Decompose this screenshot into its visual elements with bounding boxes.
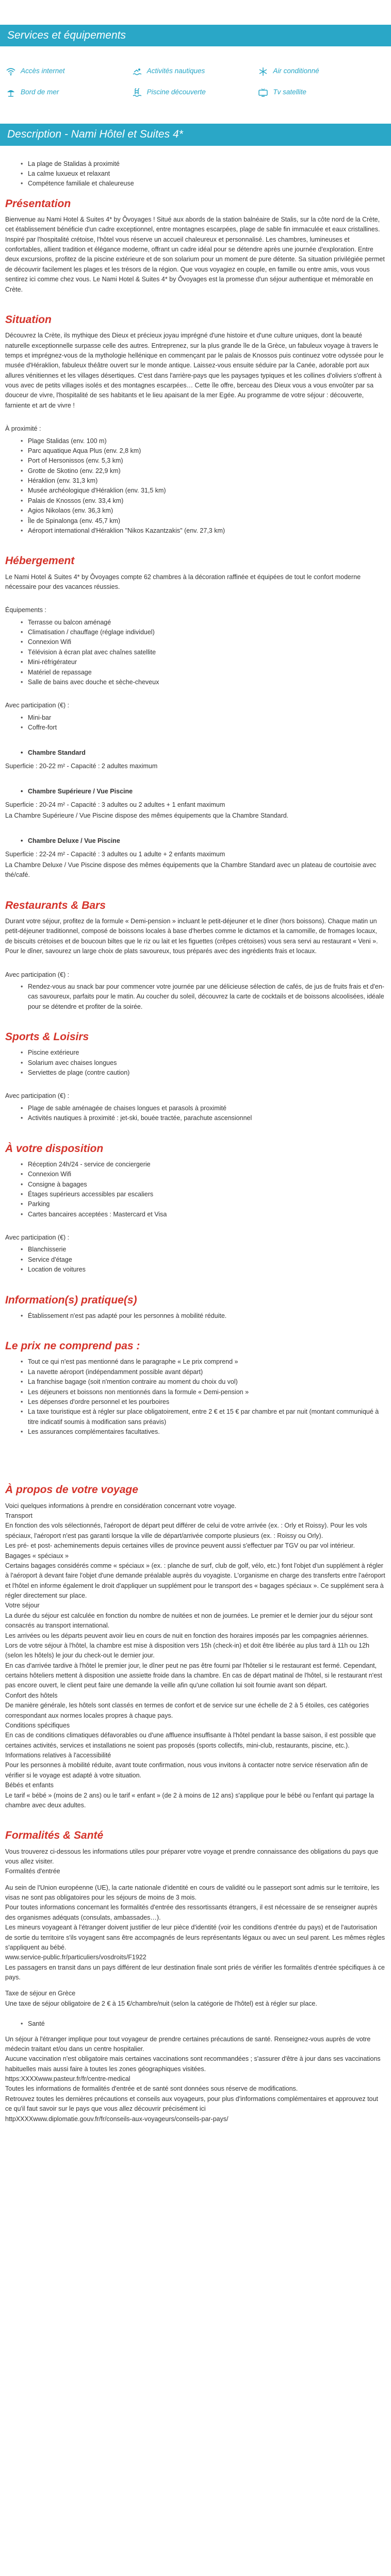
list-item: • Héraklion (env. 31,3 km) bbox=[21, 476, 386, 486]
room-name: Chambre Supérieure / Vue Piscine bbox=[28, 788, 133, 795]
room-title: • Chambre Supérieure / Vue Piscine bbox=[21, 788, 133, 795]
list-item: • Tout ce qui n'est pas mentionné dans le paragraphe « Le prix comprend » bbox=[21, 1357, 386, 1367]
room-standard bbox=[5, 748, 386, 771]
presentation-text: Bienvenue au Nami Hotel & Suites 4* by Ôvoyages ! Situé aux abords de la station balnéaire de Stalis, sur la côte nord de la Crète, cet établissement bénéficie d'un cadre exceptionnel, entre montagnes escarpées, plage de sable fin immaculée et eaux cristallines. Inspiré par l'hospitalité crétoise, l'hôtel vous réserve un accueil chaleureux et personnalisé. Les chambres, lumineuses et confortables, allient tradition et élégance moderne, offrant un cadre idéal pour se détendre après une journée d'exploration. Entre deux excursions, profitez de la piscine extérieure et de son solarium pour un moment de pure détente. Sa situation privilégiée permet de découvrir facilement les plages et les trésors de la région. Que vous voyagiez en couple, en famille ou entre amis, vous vous sentirez ici comme chez vous. Le Nami Hotel & Suites 4* by Ôvoyages est la promesse d'un séjour authentique et mémorable en Crète. bbox=[5, 215, 385, 293]
list-item: • Cartes bancaires acceptées : Mastercard et Visa bbox=[21, 1210, 386, 1219]
apropos-line: Votre séjour bbox=[5, 1602, 40, 1609]
list-item: • La navette aéroport (indépendamment possible avant départ) bbox=[21, 1367, 386, 1377]
list-item: • Matériel de repassage bbox=[21, 668, 386, 677]
list-item: • Terrasse ou balcon aménagé bbox=[21, 618, 386, 628]
infos-list bbox=[5, 1311, 386, 1321]
restaurants-heading: Restaurants & Bars bbox=[5, 899, 106, 911]
list-item: • Établissement n'est pas adapté pour les personnes à mobilité réduite. bbox=[21, 1311, 386, 1321]
swimmer-icon bbox=[133, 67, 142, 76]
apropos-line: De manière générale, les hôtels sont classés en termes de confort et de service sur une échelle de 2 à 5 étoiles, ces catégories correspondant aux normes locales propres à chaque pays. bbox=[5, 1702, 369, 1719]
room-desc-extra: La Chambre Deluxe / Vue Piscine dispose des mêmes équipements que la Chambre Standard avec un plateau de courtoisie avec thé/café. bbox=[5, 861, 377, 879]
equipments-label: Équipements : bbox=[5, 606, 46, 614]
sante-line: Un séjour à l'étranger implique pour tout voyageur de prendre certaines précautions de santé. Renseignez-vous auprès de votre médecin traitant et/ou dans un centre hospitalier. bbox=[5, 2035, 371, 2053]
formalites-line: Les passagers en transit dans un pays différent de leur destination finale sont priés de vérifier les formalités d'entrée spécifiques à ce pays. bbox=[5, 1963, 385, 1981]
sante-link[interactable]: httpXXXXwww.diplomatie.gouv.fr/fr/conseils-aux-voyageurs/conseils-par-pays/ bbox=[5, 2115, 229, 2123]
list-item: • Connexion Wifi bbox=[21, 637, 386, 647]
amenity-item bbox=[133, 66, 259, 77]
amenity-item bbox=[6, 66, 133, 77]
list-item: • La calme luxueux et relaxant bbox=[21, 169, 386, 179]
presentation-heading: Présentation bbox=[5, 197, 71, 210]
list-item: • Coffre-fort bbox=[21, 723, 386, 733]
apropos-line: Les arrivées ou les départs peuvent avoir lieu en cours de nuit en fonction des horaires imposés par les compagnies aériennes. bbox=[5, 1632, 369, 1639]
list-item: • Port of Hersonissos (env. 5,3 km) bbox=[21, 456, 386, 466]
proximity-label: À proximité : bbox=[5, 425, 41, 433]
formalites-block bbox=[5, 1847, 386, 2009]
wifi-icon bbox=[6, 67, 15, 76]
list-item: • Parc aquatique Aqua Plus (env. 2,8 km) bbox=[21, 446, 386, 456]
sante-line: Retrouvez toutes les dernières précautions et conseils aux voyageurs, pour plus d'informations complémentaires et approuvez tout ce qu'il faut savoir sur le pays que vous allez découvrir précisément ici bbox=[5, 2095, 378, 2113]
list-item: • Location de voitures bbox=[21, 1265, 386, 1275]
description-title: Description - Nami Hôtel et Suites 4* bbox=[0, 124, 391, 145]
sante-line: Aucune vaccination n'est obligatoire mais certaines vaccinations sont recommandées ; s'assurer d'être à jour dans ses vaccinations habituelles mais aussi faire à toutes les zones géographiques visitées. bbox=[5, 2055, 381, 2073]
apropos-line: La durée du séjour est calculée en fonction du nombre de nuitées et non de journées. Le premier et le dernier jour du séjour sont consacrés au transport international. bbox=[5, 1612, 373, 1630]
equipments-list bbox=[5, 618, 386, 688]
restaurants-text: Durant votre séjour, profitez de la formule « Demi-pension » incluant le petit-déjeuner et le dîner (hors boissons). Chaque matin un petit-déjeuner traditionnel, composé de boissons locales à base d'herbes comme le dictamos et la camomille, de fromages locaux, de biscuits crétoises et de boucoun biltes que le riz ou lait et les figuettes (crêpes crétoises) vous sera servi au restaurant « Veni ». Pour le dîner, savourez un large choix de plats savoureux, tous préparés avec des ingrédients frais et locaux. bbox=[5, 918, 378, 955]
list-item: • Les déjeuners et boissons non mentionnés dans la formule « Demi-pension » bbox=[21, 1387, 386, 1397]
apropos-line: Bébés et enfants bbox=[5, 1782, 54, 1789]
highlights-list bbox=[5, 159, 386, 189]
apropos-line: En cas d'arrivée tardive à l'hôtel le premier jour, le dîner peut ne pas être fourni par l'hôtelier si le restaurant est fermé. Cependant, certains hôteliers mettent à disposition une assiette froide dans la chambre. En cas de départ matinal de l'hôtel, si le restaurant n'est pas encore ouvert, le client peut faire une demande la veille afin qu'une collation lui soit fournie avant son départ. bbox=[5, 1662, 382, 1689]
situation-text: Découvrez la Crète, ils mythique des Dieux et précieux joyau imprégné d'une histoire et d'une culture uniques, dont la beauté naturelle exceptionnelle surpasse celle des autres. Entreprenez, sur la plus grande île de la Grèce, un fabuleux voyage à travers le temps et imprégnez-vous de la mythologie hellénique en commençant par le palais de Knossos puis continuez votre odyssée pour le musée d'Héraklion, fabuleux théâtre ouvert sur le monde antique. Laissez-vous ensuite séduire par la Canée, adorable port aux allures vénitiennes et les villages désertiques. C'est dans l'arrière-pays que les paysages typiques et les collines d'oliviers s'offrent à vous avec de petits villages isolés et des montagnes escarpées… Cette île offre, berceau des Dieux vous a vous envoûter par sa douceur de vivre, l'hospitalité de ses habitants et le lieu apaisant de la mer Egée. Au programme de votre séjour : découverte, farniente et art de vivre ! bbox=[5, 332, 384, 409]
list-item: • Télévision à écran plat avec chaînes satellite bbox=[21, 648, 386, 657]
apropos-line: Le tarif « bébé » (moins de 2 ans) ou le tarif « enfant » (de 2 à moins de 12 ans) s'applique pour le bébé ou l'enfant qui partage la chambre avec deux adultes. bbox=[5, 1791, 374, 1809]
list-item: • Compétence familiale et chaleureuse bbox=[21, 179, 386, 189]
disposition-extras-list bbox=[5, 1245, 386, 1275]
infos-heading: Information(s) pratique(s) bbox=[5, 1294, 137, 1306]
proximity-list bbox=[5, 436, 386, 536]
room-desc: Superficie : 22-24 m² - Capacité : 3 adultes ou 1 adulte + 2 enfants maximum bbox=[5, 850, 225, 858]
amenity-label: Activités nautiques bbox=[146, 67, 205, 75]
list-item: • La plage de Stalidas à proximité bbox=[21, 159, 386, 169]
hebergement-heading: Hébergement bbox=[5, 555, 75, 567]
hebergement-intro: Le Nami Hotel & Suites 4* by Ôvoyages compte 62 chambres à la décoration raffinée et équipées de tout le confort moderne nécessaire pour des vacances réussies. bbox=[5, 573, 361, 590]
prix-heading: Le prix ne comprend pas : bbox=[5, 1340, 140, 1352]
room-title: • Chambre Standard bbox=[21, 749, 86, 757]
apropos-line: Certains bagages considérés comme « spéciaux » (ex. : planche de surf, club de golf, vélo, etc.) font l'objet d'un supplément à régler à l'aéroport à devant faire l'objet d'une demande préalable auprès du voyagiste. L'organisme en charge des transferts entre l'aéroport et l'hôtel en informe également le droit d'appliquer un supplément pour le transport des « bagages spéciaux ». Ce supplément sera à régler directement sur place. bbox=[5, 1562, 385, 1600]
formalites-heading: Formalités & Santé bbox=[5, 1829, 104, 1842]
formalites-line: Vous trouverez ci-dessous les informations utiles pour préparer votre voyage et prendre connaissance des obligations du pays que vous allez visiter. bbox=[5, 1848, 379, 1865]
room-desc: Superficie : 20-22 m² - Capacité : 2 adultes maximum bbox=[5, 762, 158, 770]
room-superieure bbox=[5, 787, 386, 821]
room-title: • Chambre Deluxe / Vue Piscine bbox=[21, 837, 120, 845]
list-item: • Île de Spinalonga (env. 45,7 km) bbox=[21, 516, 386, 526]
sports-heading: Sports & Loisirs bbox=[5, 1031, 89, 1043]
amenity-label: Accès internet bbox=[21, 67, 65, 75]
amenity-item bbox=[133, 87, 259, 98]
list-item: • Agios Nikolaos (env. 36,3 km) bbox=[21, 506, 386, 516]
apropos-line: Transport bbox=[5, 1512, 33, 1520]
list-item: • Les assurances complémentaires facultatives. bbox=[21, 1427, 386, 1437]
amenity-item bbox=[6, 87, 133, 98]
list-item: • Piscine extérieure bbox=[21, 1048, 386, 1058]
list-item: • Plage Stalidas (env. 100 m) bbox=[21, 436, 386, 446]
formalites-line: Une taxe de séjour obligatoire de 2 € à 15 €/chambre/nuit (selon la catégorie de l'hôtel) est à régler sur place. bbox=[5, 1999, 317, 2007]
list-item: • Salle de bains avec douche et sèche-cheveux bbox=[21, 677, 386, 687]
apropos-line: En fonction des vols sélectionnés, l'aéroport de départ peut différer de celui de votre arrivée (ex. : Orly et Roissy). Pour les vols spéciaux, l'aéroport n'est pas garanti lorsque la ville de départ/arrivée comporte plusieurs (ex. : Roissy ou Orly). bbox=[5, 1522, 367, 1539]
snowflake-icon bbox=[258, 67, 268, 76]
amenity-item bbox=[258, 66, 385, 77]
sante-line: Toutes les informations de formalités d'entrée et de santé sont données sous réserve de modifications. bbox=[5, 2085, 298, 2093]
sante-link[interactable]: https:XXXXwww.pasteur.fr/fr/centre-medical bbox=[5, 2075, 131, 2083]
situation-heading: Situation bbox=[5, 313, 52, 326]
list-item: • Serviettes de plage (contre caution) bbox=[21, 1068, 386, 1078]
amenity-label: Piscine découverte bbox=[146, 88, 206, 96]
list-item: • Blanchisserie bbox=[21, 1245, 386, 1255]
room-desc: Superficie : 20-24 m² - Capacité : 3 adultes ou 2 adultes + 1 enfant maximum bbox=[5, 801, 225, 808]
sports-extras-label: Avec participation (€) : bbox=[5, 1092, 70, 1100]
list-item: • Santé bbox=[21, 2019, 386, 2029]
services-title: Services et équipements bbox=[0, 25, 391, 46]
sante-list bbox=[5, 2019, 386, 2029]
apropos-line: En cas de conditions climatiques défavorables ou d'une affluence insuffisante à l'hôtel pendant la basse saison, il est possible que certaines activités, services et installations ne soient pas proposés (sports collectifs, mini-club, restaurants, piscine, etc.). bbox=[5, 1732, 376, 1749]
prix-list bbox=[5, 1357, 386, 1437]
list-item: • Connexion Wifi bbox=[21, 1170, 386, 1179]
room-extras-list bbox=[5, 713, 386, 733]
list-item: • Climatisation / chauffage (réglage individuel) bbox=[21, 628, 386, 637]
formalites-line: Formalités d'entrée bbox=[5, 1868, 60, 1875]
amenity-label: Air conditionné bbox=[273, 67, 319, 75]
restaurants-extras-list bbox=[5, 982, 386, 1012]
formalites-line: Taxe de séjour en Grèce bbox=[5, 1990, 76, 1997]
formalites-link[interactable]: www.service-public.fr/particuliers/vosdroits/F1922 bbox=[5, 1954, 146, 1961]
amenity-item bbox=[258, 87, 385, 98]
room-desc-extra: La Chambre Supérieure / Vue Piscine dispose des mêmes équipements que la Chambre Standard. bbox=[5, 811, 289, 819]
room-name: Chambre Deluxe / Vue Piscine bbox=[28, 837, 120, 845]
list-item: • La franchise bagage (soit n'mention contraire au moment du choix du vol) bbox=[21, 1377, 386, 1387]
list-item: • Grotte de Skotino (env. 22,9 km) bbox=[21, 466, 386, 476]
disposition-list bbox=[5, 1160, 386, 1219]
tv-icon bbox=[258, 88, 268, 97]
apropos-heading: À propos de votre voyage bbox=[5, 1484, 138, 1496]
list-item: • Parking bbox=[21, 1199, 386, 1209]
apropos-line: Informations relatives à l'accessibilité bbox=[5, 1752, 111, 1759]
list-item: • Activités nautiques à proximité : jet-ski, bouée tractée, parachute ascensionnel bbox=[21, 1113, 386, 1123]
list-item: • Les dépenses d'ordre personnel et les pourboires bbox=[21, 1397, 386, 1407]
pool-icon bbox=[133, 88, 142, 97]
sante-block bbox=[5, 2035, 386, 2124]
amenities-grid bbox=[0, 46, 391, 106]
formalites-line: Au sein de l'Union européenne (UE), la carte nationale d'identité en cours de validité ou le passeport sont admis sur le territoire, les visas ne sont pas obligatoires pour les séjours de moins de 3 mois. bbox=[5, 1884, 380, 1902]
list-item: • Musée archéologique d'Héraklion (env. 31,5 km) bbox=[21, 486, 386, 496]
list-item: • Consigne à bagages bbox=[21, 1180, 386, 1190]
room-name: Chambre Standard bbox=[28, 749, 86, 757]
list-item: • Aéroport international d'Héraklion "Nikos Kazantzakis" (env. 27,3 km) bbox=[21, 526, 386, 536]
apropos-line: Conditions spécifiques bbox=[5, 1721, 70, 1729]
list-item: • Mini-réfrigérateur bbox=[21, 657, 386, 667]
restaurants-extras-label: Avec participation (€) : bbox=[5, 971, 70, 978]
disposition-heading: À votre disposition bbox=[5, 1142, 104, 1155]
list-item: • Étages supérieurs accessibles par escaliers bbox=[21, 1190, 386, 1199]
formalites-line: Pour toutes informations concernant les formalités d'entrée des ressortissants étrangers, il est nécessaire de se renseigner auprès des organismes adéquats (consulats, ambassades…). bbox=[5, 1904, 378, 1921]
room-deluxe bbox=[5, 836, 386, 880]
apropos-line: Lors de votre séjour à l'hôtel, la chambre est mise à disposition vers 15h (check-in) et doit être libérée au plus tard à 11h ou 12h (selon les hôtels) le jour du check-out le dernier jour. bbox=[5, 1641, 370, 1659]
list-item: • Plage de sable aménagée de chaises longues et parasols à proximité bbox=[21, 1104, 386, 1113]
list-item: • Palais de Knossos (env. 33,4 km) bbox=[21, 496, 386, 506]
apropos-line: Les pré- et post- acheminements depuis certaines villes de province peuvent aussi s'effectuer par TGV ou par vol intérieur. bbox=[5, 1542, 355, 1550]
list-item: • Réception 24h/24 - service de conciergerie bbox=[21, 1160, 386, 1170]
sports-list bbox=[5, 1048, 386, 1078]
list-item: • Mini-bar bbox=[21, 713, 386, 723]
amenity-label: Tv satellite bbox=[273, 88, 306, 96]
apropos-line: Confort des hôtels bbox=[5, 1691, 58, 1699]
list-item: • Service d'étage bbox=[21, 1255, 386, 1265]
sports-extras-list bbox=[5, 1104, 386, 1124]
list-item: • La taxe touristique est à régler sur place obligatoirement, entre 2 € et 15 € par chambre et par nuit (montant communiqué à titre indicatif soumis à modification sans préavis) bbox=[21, 1407, 386, 1427]
list-item: • Rendez-vous au snack bar pour commencer votre journée par une délicieuse sélection de cafés, de jus de fruits frais et d'en-cas savoureux, parfaits pour le matin. Au coucher du soleil, découvrez la carte de cocktails et de boissons alcoolisées, idéale pour se détendre et profiter de la soirée. bbox=[21, 982, 386, 1012]
disposition-extras-label: Avec participation (€) : bbox=[5, 1234, 70, 1242]
room-extras-label: Avec participation (€) : bbox=[5, 702, 70, 709]
formalites-line: Les mineurs voyageant à l'étranger doivent justifier de leur pièce d'identité (voir les conditions d'entrée du pays) et de l'autorisation de sortie du territoire s'ils voyagent sans être accompagnés de leurs représentants légaux ou avec un seul parent. Les mêmes règles s'appliquent au bébé. bbox=[5, 1924, 385, 1951]
beach-umbrella-icon bbox=[6, 88, 15, 97]
apropos-block bbox=[5, 1501, 386, 1811]
apropos-line: Bagages « spéciaux » bbox=[5, 1552, 69, 1560]
apropos-line: Voici quelques informations à prendre en considération concernant votre voyage. bbox=[5, 1502, 237, 1510]
list-item: • Solarium avec chaises longues bbox=[21, 1058, 386, 1068]
description-content bbox=[0, 146, 391, 2149]
amenity-label: Bord de mer bbox=[21, 88, 59, 96]
apropos-line: Pour les personnes à mobilité réduite, avant toute confirmation, nous vous invitons à contacter notre service réservation afin de vérifier si le voyage est adapté à votre situation. bbox=[5, 1761, 368, 1779]
